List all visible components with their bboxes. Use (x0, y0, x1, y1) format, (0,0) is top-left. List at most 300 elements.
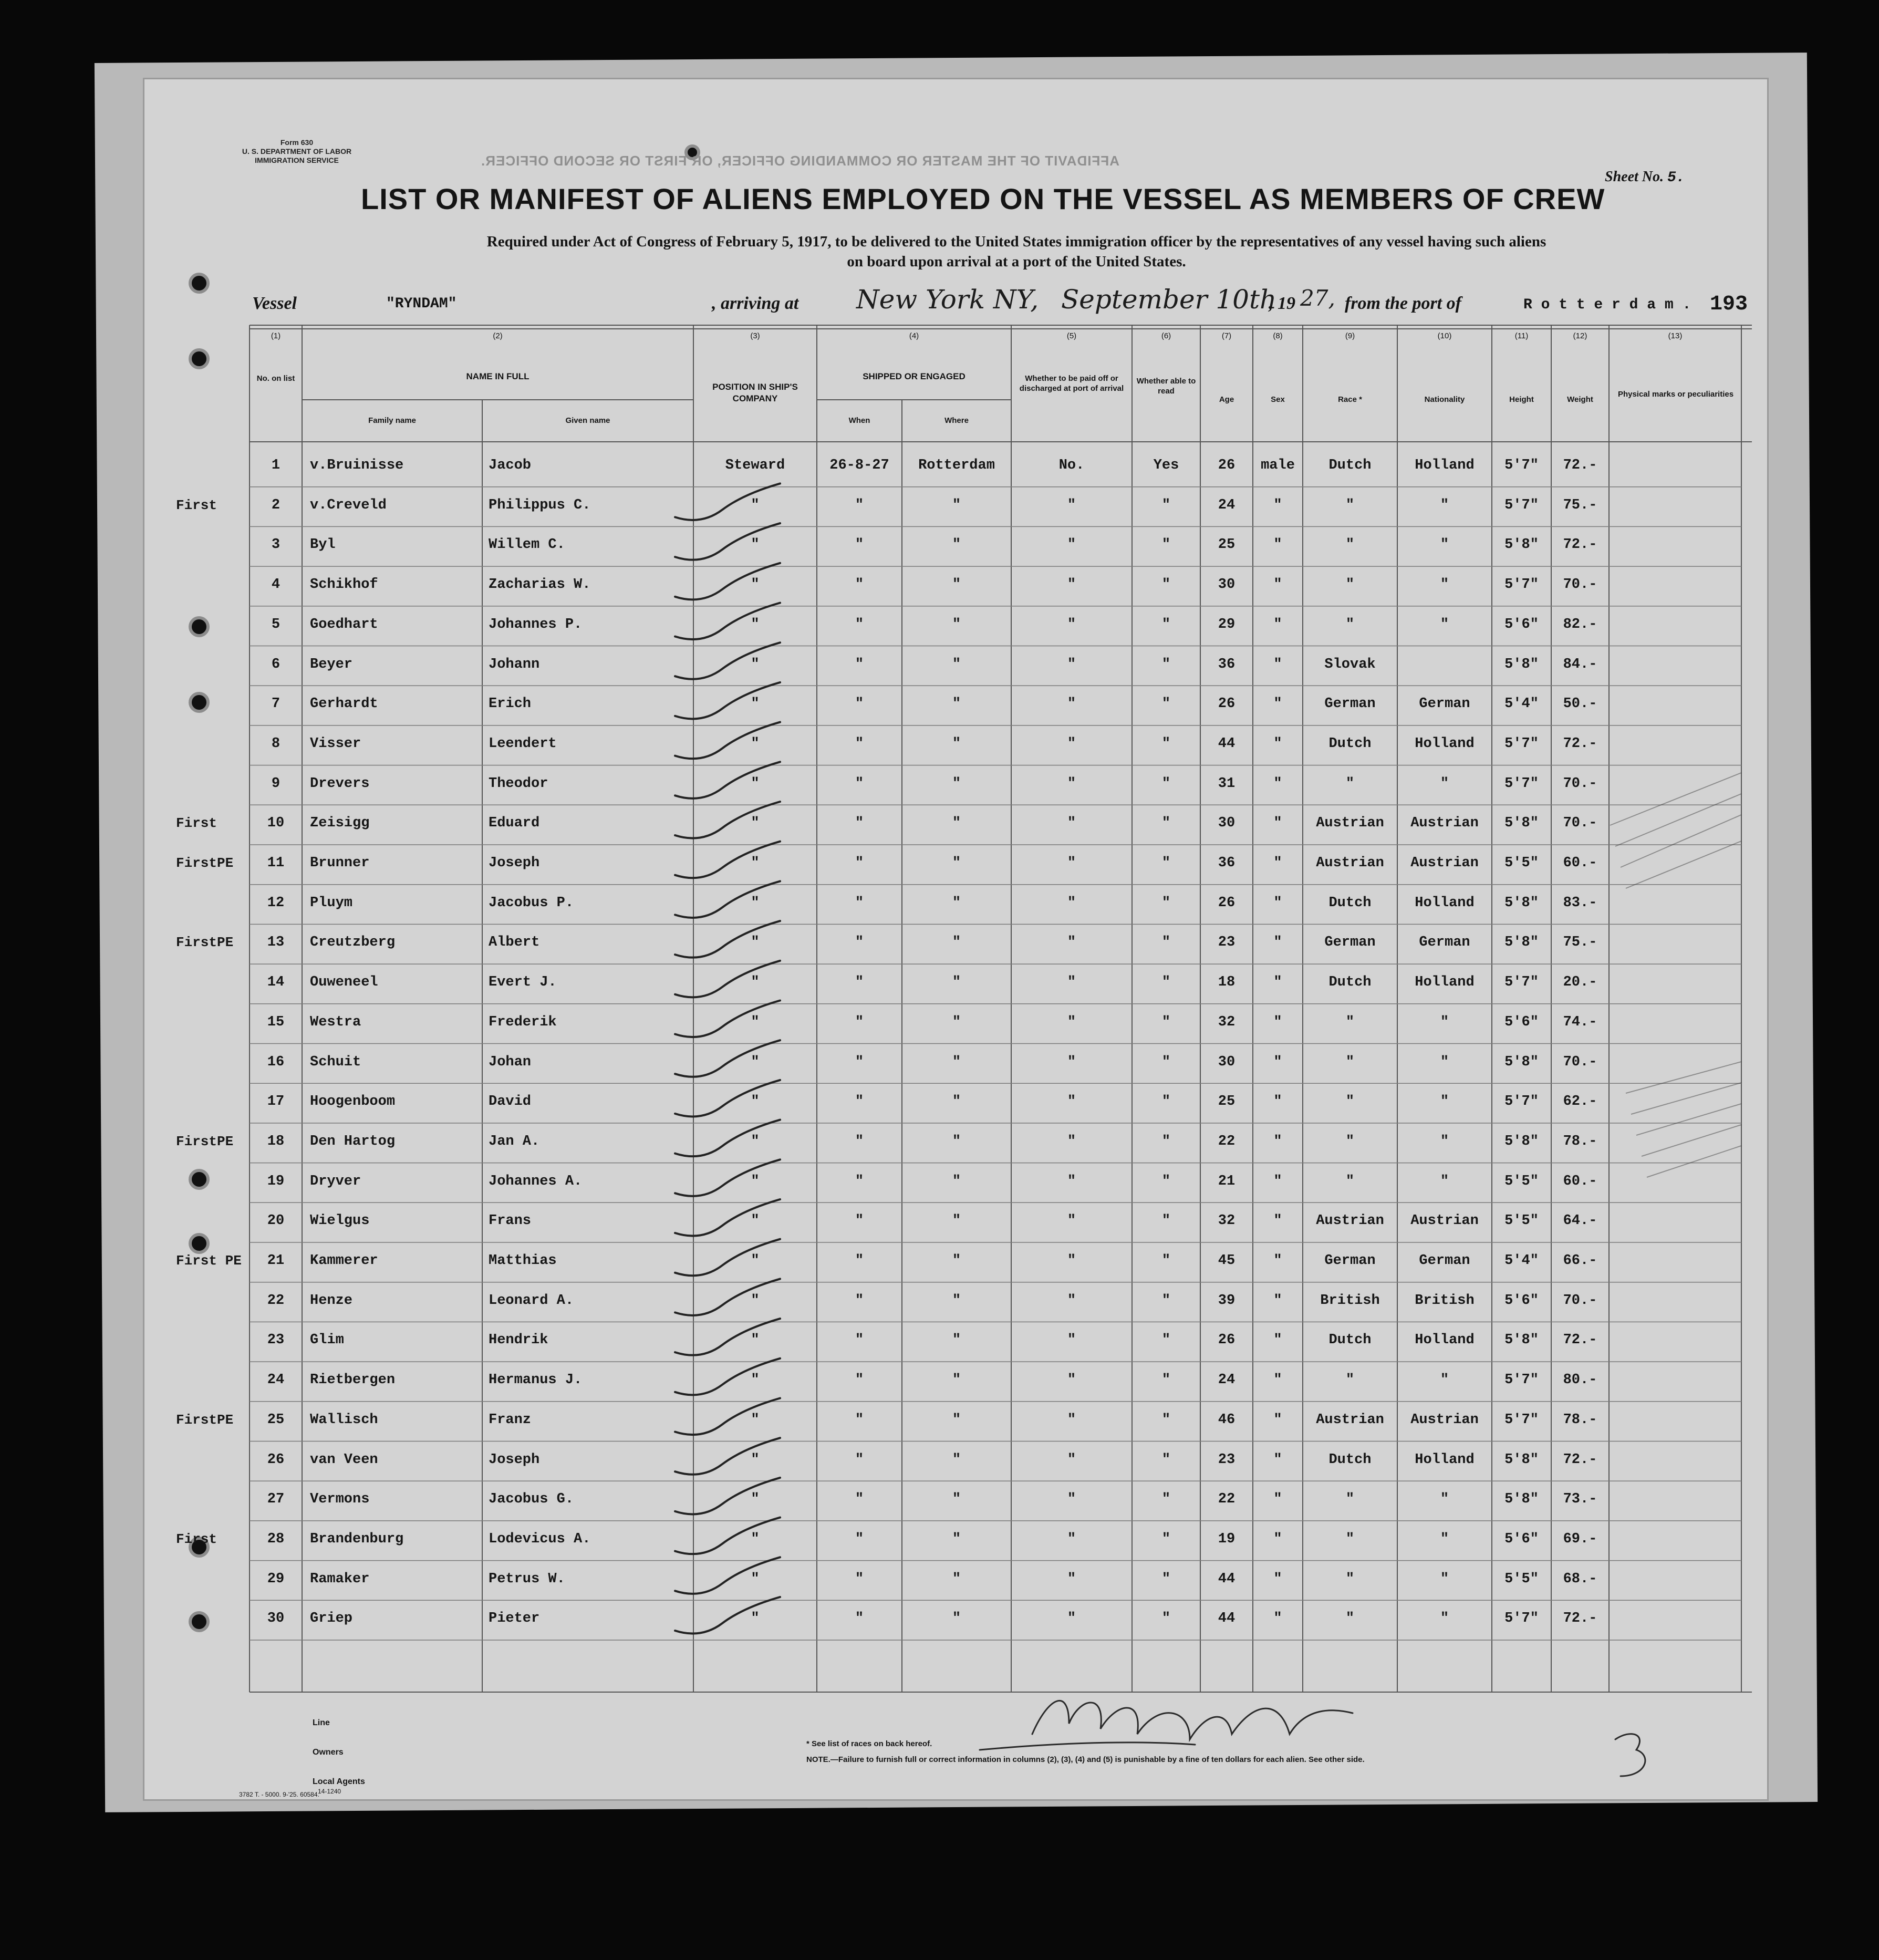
cell-sex: " (1273, 1014, 1282, 1030)
cell-race: " (1345, 1611, 1355, 1627)
cell-weight: 82.- (1563, 616, 1597, 632)
cell-sex: " (1273, 735, 1282, 752)
cell-sex: " (1273, 815, 1282, 832)
cell-sex: " (1273, 1054, 1282, 1070)
cell-paid: " (1067, 1611, 1076, 1627)
cell-where: " (952, 1253, 961, 1269)
cell-paid: " (1067, 855, 1076, 871)
table-row (144, 487, 1770, 527)
cell-no: 4 (271, 577, 281, 593)
cell-age: 24 (1218, 497, 1236, 513)
cell-position: " (751, 616, 760, 632)
cell-height: 5'8" (1504, 1054, 1539, 1070)
cell-height: 5'8" (1504, 1491, 1539, 1508)
crew-table-body (144, 79, 1770, 1802)
table-row (144, 845, 1770, 885)
table-row (144, 1083, 1770, 1123)
cell-when: " (855, 1173, 864, 1189)
header-family-name: Family name (368, 416, 416, 425)
cell-age: 23 (1218, 1451, 1236, 1468)
cell-where: " (952, 1133, 961, 1149)
cell-read: " (1161, 1292, 1171, 1309)
cell-sex: " (1273, 855, 1282, 871)
cell-sex: " (1273, 656, 1282, 672)
cell-no: 19 (267, 1173, 285, 1189)
cell-weight: 72.- (1563, 458, 1597, 473)
cell-weight: 50.- (1563, 696, 1597, 712)
cell-family: Pluym (310, 895, 353, 911)
sheet-value: 5. (1667, 170, 1685, 186)
cell-paid: " (1067, 616, 1076, 632)
cell-paid: " (1067, 577, 1076, 593)
cell-age: 26 (1218, 458, 1236, 473)
cell-when: " (855, 696, 864, 712)
cell-no: 9 (271, 775, 281, 792)
cell-no: 30 (267, 1611, 285, 1627)
cell-weight: 72.- (1563, 1611, 1597, 1627)
cell-height: 5'7" (1504, 577, 1539, 593)
cell-where: " (952, 1491, 961, 1508)
subtitle-line-1: Required under Act of Congress of February 5, 1917, to be delivered to the United States immigration officer by the representatives of any vessel having such aliens (486, 233, 1546, 250)
cell-when: " (855, 1292, 864, 1309)
col-num-3: (3) (750, 331, 760, 340)
cell-no: 28 (267, 1531, 285, 1547)
table-row (144, 1362, 1770, 1402)
cell-position: " (751, 1253, 760, 1269)
cell-no: 15 (267, 1014, 285, 1030)
penalty-note: NOTE.—Failure to furnish full or correct information in columns (2), (3), (4) and (5) is punishable by a fine of ten dollars for each alien. See other side. (806, 1755, 1365, 1764)
cell-read: " (1161, 497, 1171, 513)
table-row (144, 964, 1770, 1004)
cell-sex: " (1273, 1372, 1282, 1388)
cell-age: 30 (1218, 815, 1236, 832)
cell-where: " (952, 895, 961, 911)
cell-read: " (1161, 1253, 1171, 1269)
cell-age: 26 (1218, 895, 1236, 911)
cell-no: 26 (267, 1451, 285, 1468)
cell-height: 5'7" (1504, 1412, 1539, 1428)
cell-nationality: Holland (1415, 735, 1475, 752)
cell-nationality: " (1440, 1133, 1449, 1149)
cell-no: 17 (267, 1094, 285, 1110)
cell-weight: 70.- (1563, 577, 1597, 593)
arrival-date: September 10th (1061, 284, 1277, 315)
cell-age: 29 (1218, 616, 1236, 632)
table-row (144, 606, 1770, 646)
cell-weight: 75.- (1563, 935, 1597, 951)
cell-margin: First (176, 1531, 217, 1547)
cell-race: " (1345, 1531, 1355, 1547)
cell-race: " (1345, 577, 1355, 593)
cell-no: 2 (271, 497, 281, 513)
cell-paid: " (1067, 1133, 1076, 1149)
cell-when: " (855, 1412, 864, 1428)
page-title: LIST OR MANIFEST OF ALIENS EMPLOYED ON THE VESSEL AS MEMBERS OF CREW (361, 182, 1605, 215)
service-name: IMMIGRATION SERVICE (255, 156, 339, 164)
cell-paid: " (1067, 1054, 1076, 1070)
cell-paid: " (1067, 537, 1076, 553)
cell-when: " (855, 1213, 864, 1229)
cell-height: 5'8" (1504, 1133, 1539, 1149)
cell-position: " (751, 1571, 760, 1587)
page-stamp-number: 193 (1710, 293, 1748, 316)
cell-nationality: " (1440, 1531, 1449, 1547)
cell-when: " (855, 1332, 864, 1349)
cell-nationality: British (1415, 1292, 1475, 1309)
cell-where: " (952, 1451, 961, 1468)
cell-paid: No. (1058, 458, 1085, 473)
cell-weight: 72.- (1563, 537, 1597, 553)
table-row (144, 686, 1770, 725)
cell-read: Yes (1153, 458, 1179, 473)
table-row (144, 1242, 1770, 1282)
cell-read: " (1161, 577, 1171, 593)
cell-height: 5'8" (1504, 895, 1539, 911)
cell-where: " (952, 974, 961, 991)
header-age: Age (1219, 395, 1234, 404)
cell-when: " (855, 1491, 864, 1508)
cell-no: 1 (271, 458, 281, 473)
cell-family: Schuit (310, 1054, 361, 1070)
header-when: When (848, 416, 870, 425)
cell-sex: " (1273, 1491, 1282, 1508)
cell-given: Zacharias W. (489, 577, 591, 593)
cell-given: Johann (489, 656, 540, 672)
cell-given: Jan A. (489, 1133, 540, 1149)
cell-paid: " (1067, 1014, 1076, 1030)
cell-nationality: " (1440, 1014, 1449, 1030)
subtitle-line-2: on board upon arrival at a port of the United States. (847, 253, 1186, 270)
cell-when: " (855, 1531, 864, 1547)
cell-position: " (751, 1332, 760, 1349)
table-row (144, 1004, 1770, 1044)
cell-family: Beyer (310, 656, 353, 672)
cell-sex: " (1273, 1213, 1282, 1229)
cell-position: " (751, 1133, 760, 1149)
cell-when: " (855, 735, 864, 752)
cell-when: " (855, 1014, 864, 1030)
cell-where: " (952, 1372, 961, 1388)
cell-family: Creutzberg (310, 935, 396, 951)
cell-read: " (1161, 775, 1171, 792)
cell-race: Dutch (1328, 1332, 1372, 1349)
cell-race: " (1345, 537, 1355, 553)
cell-margin: FirstPE (176, 855, 234, 871)
cell-position: Steward (725, 458, 785, 473)
cell-nationality: " (1440, 1372, 1449, 1388)
header-height: Height (1509, 395, 1534, 404)
table-row (144, 1481, 1770, 1521)
cell-margin: First (176, 497, 217, 513)
bleed-through-text: AFFIDAVIT OF THE MASTER OR COMMANDING OFFICER, OR FIRST OR SECOND OFFICER. (481, 153, 1120, 169)
cell-family: Hoogenboom (310, 1094, 396, 1110)
header-sex: Sex (1271, 395, 1285, 404)
cell-age: 30 (1218, 577, 1236, 593)
cell-family: Wallisch (310, 1412, 378, 1428)
cell-race: " (1345, 1571, 1355, 1587)
table-row (144, 1163, 1770, 1203)
cell-age: 22 (1218, 1133, 1236, 1149)
year-prefix: , 19 (1269, 294, 1295, 313)
cell-family: Brandenburg (310, 1531, 404, 1547)
cell-weight: 60.- (1563, 855, 1597, 871)
cell-weight: 74.- (1563, 1014, 1597, 1030)
cell-read: " (1161, 1412, 1171, 1428)
cell-given: Franz (489, 1412, 532, 1428)
cell-family: Byl (310, 537, 336, 553)
cell-paid: " (1067, 1531, 1076, 1547)
cell-given: Lodevicus A. (489, 1531, 591, 1547)
cell-position: " (751, 1213, 760, 1229)
cell-family: Griep (310, 1611, 353, 1627)
table-row (144, 1402, 1770, 1442)
cell-paid: " (1067, 775, 1076, 792)
cell-given: Jacobus P. (489, 895, 574, 911)
table-row (144, 1044, 1770, 1084)
cell-paid: " (1067, 1571, 1076, 1587)
cell-when: " (855, 616, 864, 632)
cell-height: 5'5" (1504, 1213, 1539, 1229)
cell-race: " (1345, 1133, 1355, 1149)
cell-sex: " (1273, 775, 1282, 792)
cell-position: " (751, 1173, 760, 1189)
cell-where: " (952, 775, 961, 792)
cell-family: Visser (310, 735, 361, 752)
header-paid-off: Whether to be paid off or discharged at port of arrival (1019, 374, 1124, 393)
cell-race: " (1345, 497, 1355, 513)
cell-margin: First PE (176, 1253, 242, 1269)
col-num-1: (1) (271, 331, 281, 340)
year-suffix: 27, (1300, 285, 1335, 311)
cell-weight: 80.- (1563, 1372, 1597, 1388)
cell-where: " (952, 1611, 961, 1627)
col-num-5: (5) (1066, 331, 1077, 340)
cell-read: " (1161, 1213, 1171, 1229)
cell-read: " (1161, 1054, 1171, 1070)
cell-family: Schikhof (310, 577, 378, 593)
col-num-2: (2) (493, 331, 503, 340)
cell-family: Brunner (310, 855, 370, 871)
cell-when: " (855, 1451, 864, 1468)
table-row (144, 526, 1770, 566)
table-row (144, 1521, 1770, 1561)
cell-sex: " (1273, 577, 1282, 593)
cell-read: " (1161, 815, 1171, 832)
cell-family: Den Hartog (310, 1133, 396, 1149)
cell-when: " (855, 497, 864, 513)
cell-race: " (1345, 1094, 1355, 1110)
cell-height: 5'8" (1504, 656, 1539, 672)
cell-position: " (751, 1531, 760, 1547)
cell-sex: " (1273, 935, 1282, 951)
cell-no: 14 (267, 974, 285, 991)
cell-weight: 70.- (1563, 815, 1597, 832)
cell-race: Dutch (1328, 458, 1372, 473)
cell-age: 36 (1218, 656, 1236, 672)
cell-given: Joseph (489, 855, 540, 871)
cell-given: Matthias (489, 1253, 557, 1269)
col-num-12: (12) (1573, 331, 1587, 340)
cell-when: " (855, 1611, 864, 1627)
origin-port: R o t t e r d a m . (1523, 297, 1691, 313)
cell-race: " (1345, 616, 1355, 632)
cell-nationality: German (1419, 696, 1470, 712)
cell-paid: " (1067, 1332, 1076, 1349)
cell-weight: 70.- (1563, 1292, 1597, 1309)
cell-sex: " (1273, 616, 1282, 632)
cell-weight: 72.- (1563, 1451, 1597, 1468)
cell-position: " (751, 935, 760, 951)
cell-height: 5'6" (1504, 1292, 1539, 1309)
cell-no: 8 (271, 735, 281, 752)
cell-no: 5 (271, 616, 281, 632)
cell-read: " (1161, 1571, 1171, 1587)
cell-nationality: " (1440, 1491, 1449, 1508)
cell-nationality: Austrian (1410, 855, 1479, 871)
cell-sex: " (1273, 1173, 1282, 1189)
cell-when: 26-8-27 (829, 458, 889, 473)
printer-line: 3782 T. - 5000. 9-'25. 60584. (239, 1791, 319, 1798)
cell-height: 5'5" (1504, 855, 1539, 871)
cell-read: " (1161, 935, 1171, 951)
cell-age: 32 (1218, 1014, 1236, 1030)
cell-family: Ouweneel (310, 974, 378, 991)
table-row (144, 1123, 1770, 1163)
cell-where: " (952, 935, 961, 951)
cell-paid: " (1067, 497, 1076, 513)
cell-race: German (1324, 935, 1376, 951)
cell-height: 5'8" (1504, 537, 1539, 553)
cell-where: " (952, 1412, 961, 1428)
cell-given: Erich (489, 696, 532, 712)
cell-family: Wielgus (310, 1213, 370, 1229)
cell-paid: " (1067, 974, 1076, 991)
cell-no: 18 (267, 1133, 285, 1149)
cell-height: 5'8" (1504, 1451, 1539, 1468)
cell-given: Hermanus J. (489, 1372, 583, 1388)
cell-position: " (751, 656, 760, 672)
cell-when: " (855, 895, 864, 911)
cell-nationality: Austrian (1410, 1213, 1479, 1229)
local-agents-label: Local Agents (313, 1777, 365, 1786)
cell-age: 26 (1218, 1332, 1236, 1349)
cell-given: Willem C. (489, 537, 565, 553)
cell-nationality: Holland (1415, 458, 1475, 473)
cell-where: " (952, 1014, 961, 1030)
cell-paid: " (1067, 1173, 1076, 1189)
cell-nationality: " (1440, 616, 1449, 632)
cell-read: " (1161, 855, 1171, 871)
cell-read: " (1161, 537, 1171, 553)
cell-height: 5'8" (1504, 935, 1539, 951)
table-row (144, 725, 1770, 765)
col-num-10: (10) (1437, 331, 1452, 340)
col-num-11: (11) (1514, 331, 1529, 340)
cell-weight: 84.- (1563, 656, 1597, 672)
cell-no: 24 (267, 1372, 285, 1388)
cell-paid: " (1067, 815, 1076, 832)
cell-height: 5'7" (1504, 974, 1539, 991)
cell-weight: 20.- (1563, 974, 1597, 991)
cell-read: " (1161, 1611, 1171, 1627)
cell-where: " (952, 537, 961, 553)
cell-when: " (855, 775, 864, 792)
cell-age: 36 (1218, 855, 1236, 871)
cell-age: 39 (1218, 1292, 1236, 1309)
cell-margin: FirstPE (176, 1412, 234, 1428)
cell-paid: " (1067, 696, 1076, 712)
table-row (144, 1202, 1770, 1242)
cell-where: " (952, 696, 961, 712)
cell-given: Eduard (489, 815, 540, 832)
cell-when: " (855, 1571, 864, 1587)
cell-when: " (855, 815, 864, 832)
col-num-6: (6) (1161, 331, 1171, 340)
cell-given: Hendrik (489, 1332, 548, 1349)
cell-given: Frederik (489, 1014, 557, 1030)
cell-nationality: " (1440, 775, 1449, 792)
cell-when: " (855, 1054, 864, 1070)
cell-race: Dutch (1328, 735, 1372, 752)
cell-read: " (1161, 1531, 1171, 1547)
cell-where: Rotterdam (918, 458, 995, 473)
arriving-port: New York NY, (856, 284, 1039, 315)
cell-weight: 66.- (1563, 1253, 1597, 1269)
cell-age: 44 (1218, 1571, 1236, 1587)
cell-sex: " (1273, 1292, 1282, 1309)
cell-race: Dutch (1328, 895, 1372, 911)
cell-when: " (855, 577, 864, 593)
cell-nationality: Austrian (1410, 815, 1479, 832)
cell-weight: 83.- (1563, 895, 1597, 911)
cell-age: 22 (1218, 1491, 1236, 1508)
cell-where: " (952, 1332, 961, 1349)
cell-race: Slovak (1324, 656, 1376, 672)
cell-height: 5'6" (1504, 616, 1539, 632)
cell-given: Petrus W. (489, 1571, 565, 1587)
cell-family: Vermons (310, 1491, 370, 1508)
cell-no: 27 (267, 1491, 285, 1508)
cell-sex: " (1273, 1253, 1282, 1269)
cell-nationality: German (1419, 1253, 1470, 1269)
cell-paid: " (1067, 1213, 1076, 1229)
cell-nationality: German (1419, 935, 1470, 951)
cell-paid: " (1067, 935, 1076, 951)
cell-race: " (1345, 1372, 1355, 1388)
cell-given: Evert J. (489, 974, 557, 991)
cell-nationality: " (1440, 497, 1449, 513)
cell-height: 5'6" (1504, 1014, 1539, 1030)
cell-paid: " (1067, 1253, 1076, 1269)
cell-position: " (751, 696, 760, 712)
cell-family: Henze (310, 1292, 353, 1309)
cell-nationality: " (1440, 1571, 1449, 1587)
cell-nationality: Holland (1415, 1332, 1475, 1349)
cell-position: " (751, 1372, 760, 1388)
cell-no: 22 (267, 1292, 285, 1309)
cell-age: 30 (1218, 1054, 1236, 1070)
cell-given: Joseph (489, 1451, 540, 1468)
cell-when: " (855, 855, 864, 871)
cell-race: " (1345, 1014, 1355, 1030)
sheet-label: Sheet No. (1605, 169, 1664, 185)
cell-sex: " (1273, 1094, 1282, 1110)
header-weight: Weight (1567, 395, 1593, 404)
cell-weight: 72.- (1563, 1332, 1597, 1349)
cell-race: " (1345, 1054, 1355, 1070)
col-num-7: (7) (1221, 331, 1232, 340)
cell-weight: 69.- (1563, 1531, 1597, 1547)
